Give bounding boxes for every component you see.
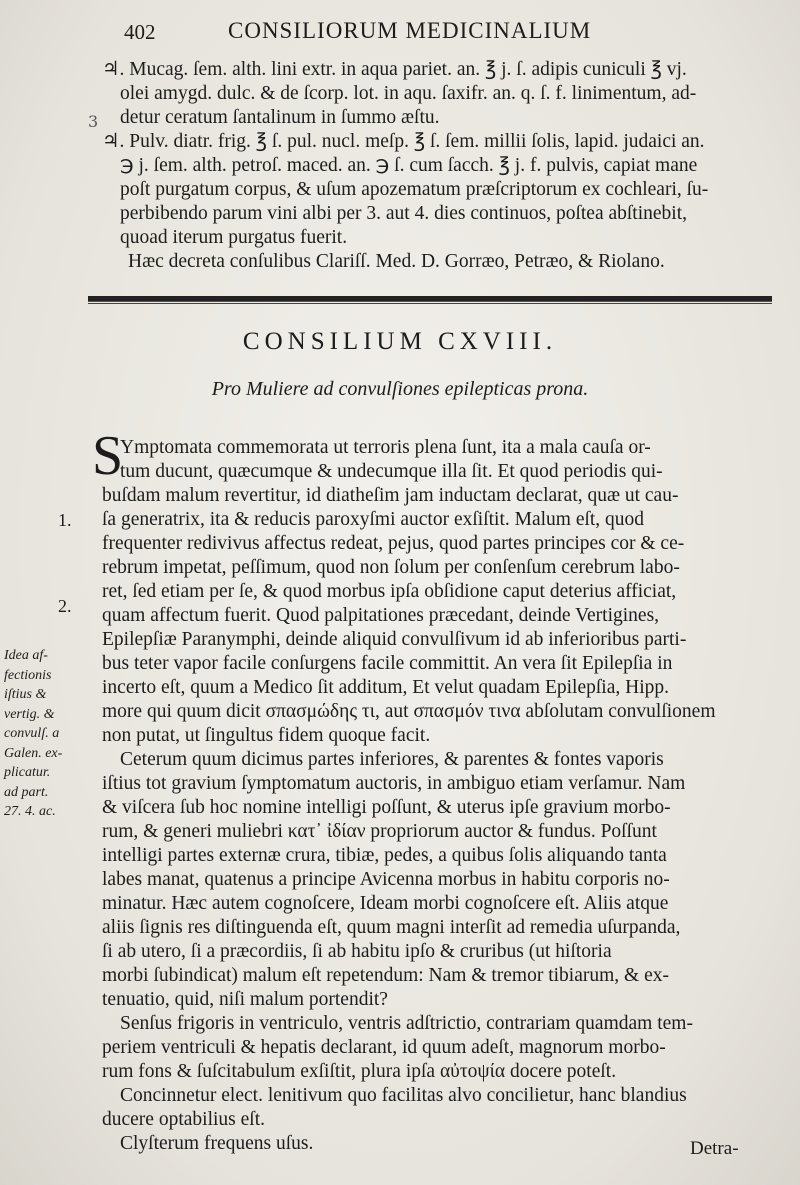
margin-note-line: convulſ. a [4,726,60,741]
stray-margin-mark: 3 [88,112,99,131]
margin-note-line: Idea af- [4,648,48,663]
text-line: ℈ j. ſem. alth. petroſ. maced. an. ℈ ſ. cum ſacch. ℥ j. f. pulvis, capiat mane [120,155,698,176]
margin-note-line: plicatur. [4,765,51,780]
text-line: Epilepſiæ Paranymphi, deinde aliquid convulſivum id ab inferioribus parti- [102,629,687,650]
text-line: morbi ſubindicat) malum eſt repetendum: Nam & tremor tibiarum, & ex- [102,965,669,986]
text-line: ♃. Pulv. diatr. frig. ℥ ſ. pul. nucl. meſp. ℥ ſ. ſem. millii ſolis, lapid. judaici an. [102,131,705,152]
margin-note-line: fectionis [4,667,52,683]
text-line: buſdam malum revertitur, id diatheſim jam inductam declarat, quæ ut cau- [102,485,679,506]
text-line: detur ceratum ſantalinum in ſummo æſtu. [120,107,440,128]
margin-note [4,646,96,822]
margin-note-line: ad part. [4,784,49,800]
margin-number: 2. [58,596,72,616]
text-line: ♃. Mucag. ſem. alth. lini extr. in aqua pariet. an. ℥ j. ſ. adipis cuniculi ℥ vj. [102,59,687,80]
text-line: frequenter redivivus affectus redeat, pejus, quod partes principes cor & ce- [102,533,685,554]
text-line: bus teter vapor facile conſurgens facile committit. An vera ſit Epilepſia in [102,653,673,674]
text-line: Ymptomata commemorata ut terroris plena ſunt, ita a mala cauſa or- [120,437,651,458]
text-line: intelligi partes externæ crura, tibiæ, pedes, a quibus ſolis aliquando tanta [102,845,667,866]
text-line: tum ducunt, quæcumque & undecumque illa ſit. Et quod periodis qui- [120,461,663,482]
text-line: Senſus frigoris in ventriculo, ventris adſtrictio, contrariam quamdam tem- [120,1013,693,1034]
text-line: aliis ſignis res diſtinguenda eſt, quum magni interſit ad remedia uſurpanda, [102,917,681,938]
section-title: CONSILIUM CXVIII. [242,328,558,355]
text-line: Clyſterum frequens uſus. [120,1133,314,1154]
text-line: rebrum impetat, peſſimum, quod non ſolum per conſenſum cerebrum labo- [102,557,680,578]
text-line: Ceterum quum dicimus partes inferiores, & parentes & fontes vaporis [120,749,664,770]
section-subtitle: Pro Muliere ad convulſiones epilepticas prona. [211,378,589,400]
text-line: ſa generatrix, ita & reducis paroxyſmi auctor exſiſtit. Malum eſt, quod [102,509,645,530]
catchword: Detra- [690,1138,739,1159]
section-divider [88,296,772,302]
margin-note-line: vertig. & [4,706,55,722]
margin-note-line: Galen. ex- [4,745,63,761]
text-line: rum fons & ſuſcitabulum exſiſtit, plura ipſa αὐτοψία docere poteſt. [102,1061,617,1082]
margin-number: 1. [58,510,72,530]
page-number: 402 [124,20,156,44]
text-line: perbibendo parum vini albi per 3. aut 4. dies continuos, poſtea abſtinebit, [120,203,687,224]
text-line: quam affectum fuerit. Quod palpitationes præcedant, deinde Vertigines, [102,605,660,626]
text-line: quoad iterum purgatus fuerit. [120,227,348,248]
text-line: ſi ab utero, ſi a præcordiis, ſi ab habitu ipſo & cruribus (ut hiſtoria [102,941,612,962]
margin-note-line: iſtius & [4,687,47,702]
page-header [0,14,800,48]
text-line: Concinnetur elect. lenitivum quo facilitas alvo concilietur, hanc blandius [120,1085,687,1106]
text-line: non putat, ut ſingultus fidem quoque facit. [102,725,431,746]
text-line: iſtius tot gravium ſymptomatum auctoris, in ambiguo etiam verſamur. Nam [102,773,686,794]
text-line: more qui quum dicit σπασμώδης τι, aut σπασμόν τινα abſolutam convulſionem [102,701,716,722]
text-line: labes manat, quatenus a principe Avicenna morbus in habitu corporis no- [102,869,670,890]
drop-cap: S [92,425,124,487]
text-line: minatur. Hæc autem cognoſcere, Ideam morbi cognoſcere eſt. Aliis atque [102,893,669,914]
text-line: tenuatio, quid, niſi malum portendit? [102,989,388,1010]
text-line: rum, & generi muliebri κατ᾽ ἰδίαν propriorum auctor & fundus. Poſſunt [102,821,657,842]
text-line: olei amygd. dulc. & de ſcorp. lot. in aqu. ſaxifr. an. q. ſ. f. linimentum, ad- [120,83,697,104]
text-line: incerto eſt, quum a Medico ſit additum, Et velut quadam Epilepſia, Hipp. [102,677,669,698]
margin-note-line: 27. 4. ac. [4,804,56,819]
text-line: & viſcera ſub hoc nomine intelligi poſſunt, & uterus ipſe gravium morbo- [102,797,671,818]
text-line: ret, ſed etiam per ſe, & quod morbus ipſa obſidione caput deterius afficiat, [102,581,677,602]
text-line: poſt purgatum corpus, & uſum apozematum præſcriptorum ex cochleari, ſu- [120,179,709,200]
running-head: CONSILIORUM MEDICINALIUM [228,18,592,43]
text-line: ducere optabilius eſt. [102,1109,265,1130]
text-line: periem ventriculi & hepatis declarant, id quum adeſt, magnorum morbo- [102,1037,666,1058]
text-line: Hæc decreta conſulibus Clariſſ. Med. D. Gorræo, Petræo, & Riolano. [128,251,665,272]
